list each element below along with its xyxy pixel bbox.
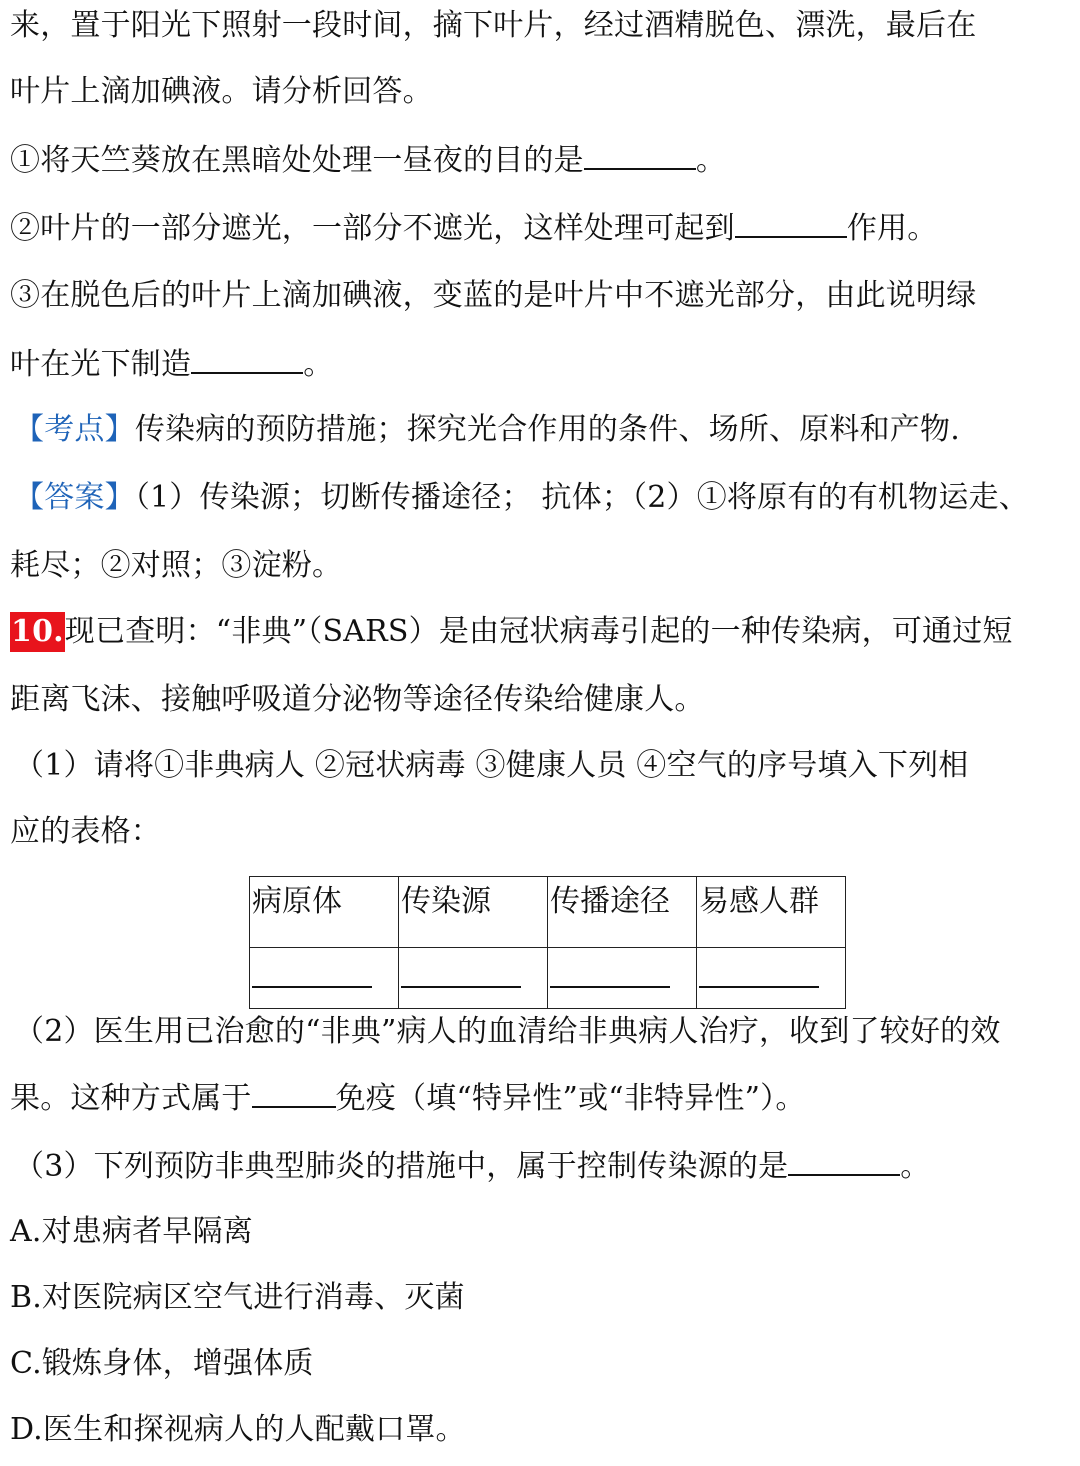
answer-blank [735,208,847,238]
question-text: 叶在光下制造 [10,347,192,382]
text-line: 耗尽；②对照；③淀粉。 [10,548,343,583]
question-text: 。 [303,347,334,382]
text-line: 叶片上滴加碘液。请分析回答。 [10,74,433,109]
table-header-cell: 病原体 [250,877,399,948]
table-answer-cell [250,948,399,1009]
table-row [250,948,846,1009]
text-line: （1）请将①非典病人 ②冠状病毒 ③健康人员 ④空气的序号填入下列相 [14,748,969,783]
answer-blank [401,986,521,988]
table-answer-cell [697,948,846,1009]
answer-blank [699,986,819,988]
answer-blank [584,140,696,170]
table-answer-cell [548,948,697,1009]
answer-blank [550,986,670,988]
question-text: 。 [695,143,727,178]
answer-text: （1）传染源；切断传播途径； 抗体；（2）①将原有的有机物运走、 [134,480,1029,515]
option-b: B.对医院病区空气进行消毒、灭菌 [10,1280,465,1315]
text-line: ③在脱色后的叶片上滴加碘液，变蓝的是叶片中不遮光部分，由此说明绿 [10,278,977,313]
answer-blank [252,1078,336,1108]
table-header-cell: 易感人群 [697,877,846,948]
answer-label: 【答案】 [14,480,135,515]
question-number-badge: 10. [10,612,65,652]
table-answer-cell [399,948,548,1009]
text-line: （2）医生用已治愈的“非典”病人的血清给非典病人治疗，收到了较好的效 [14,1014,1001,1049]
question-line [10,344,333,384]
answer-blank [252,986,372,988]
table-header-cell: 传播途径 [548,877,697,948]
option-d: D.医生和探视病人的人配戴口罩。 [10,1412,466,1447]
answer-blank [788,1146,900,1176]
question-text: 作用。 [846,211,938,246]
kaodian-label: 【考点】 [14,412,135,447]
option-c: C.锻炼身体，增强体质 [10,1346,314,1381]
question-text: 。 [900,1149,931,1184]
question-text: ①将天竺葵放在黑暗处处理一昼夜的目的是 [10,143,584,178]
question-text: 果。这种方式属于 [10,1081,252,1116]
answer-table [249,876,846,1009]
question-text: （3）下列预防非典型肺炎的措施中，属于控制传染源的是 [14,1149,789,1184]
answer-line [14,478,1029,518]
text-line: 来，置于阳光下照射一段时间，摘下叶片，经过酒精脱色、漂洗，最后在 [10,8,977,43]
question-line [10,208,937,248]
question-10-line [10,612,1013,652]
text-line: 应的表格： [10,814,161,849]
question-text: 免疫（填“特异性”或“非特异性”）。 [335,1081,806,1116]
option-a: A.对患病者早隔离 [10,1214,254,1249]
kaodian-text: 传染病的预防措施；探究光合作用的条件、场所、原料和产物. [134,412,960,447]
question-text: ②叶片的一部分遮光，一部分不遮光，这样处理可起到 [10,211,735,246]
table-header-row [250,877,846,948]
question-line [14,1146,931,1186]
answer-blank [191,344,303,374]
kaodian-line [14,410,960,450]
table-header-cell: 传染源 [399,877,548,948]
question-line [10,140,726,180]
text-line: 距离飞沫、接触呼吸道分泌物等途径传染给健康人。 [10,682,705,717]
question-text: 现已查明：“非典”（SARS）是由冠状病毒引起的一种传染病，可通过短 [64,614,1013,649]
question-line [10,1078,806,1118]
